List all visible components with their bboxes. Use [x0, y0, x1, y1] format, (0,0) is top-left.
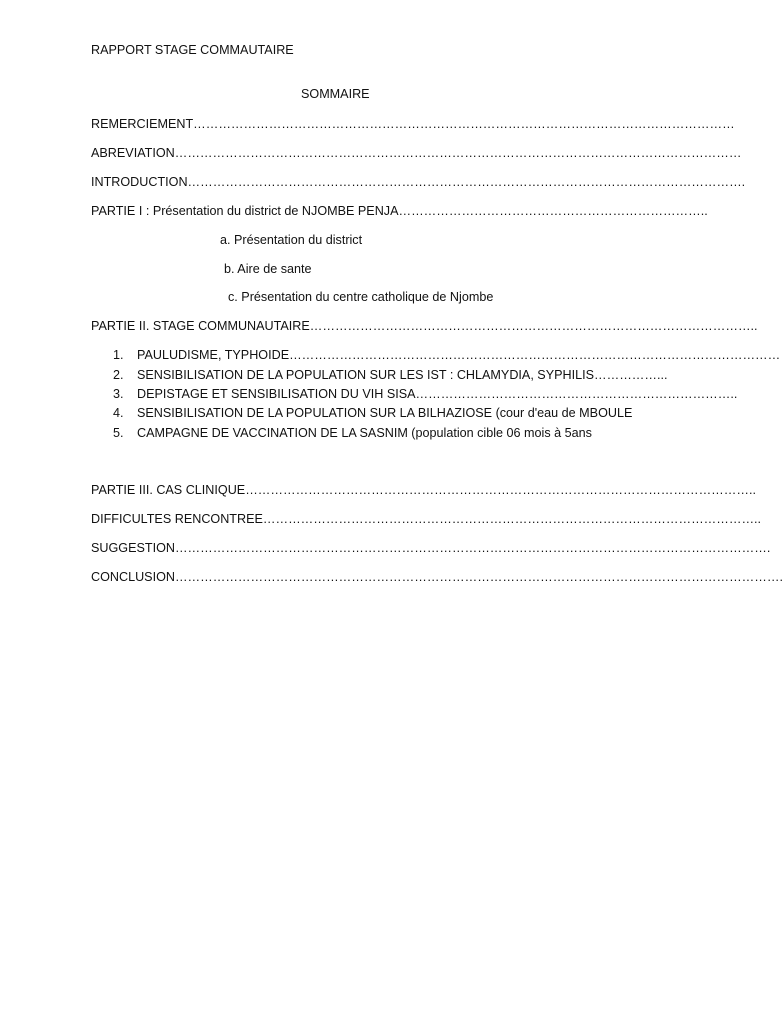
toc-entry-partie-1: PARTIE I : Présentation du district de NJOMBE PENJA……………………………………………………………….. [91, 204, 708, 218]
list-item-text: DEPISTAGE ET SENSIBILISATION DU VIH SISA………………………………………………………………….. [137, 387, 738, 401]
list-item-text: SENSIBILISATION DE LA POPULATION SUR LA BILHAZIOSE (cour d'eau de MBOULE [137, 406, 633, 420]
toc-entry-remerciement: REMERCIEMENT………………………………………………………………………………………………………………… [91, 117, 735, 131]
page-title: SOMMAIRE [301, 87, 370, 101]
list-item [113, 386, 738, 402]
toc-entry-partie-3: PARTIE III. CAS CLINIQUE………………………………………………………………………………………………………….. [91, 483, 756, 497]
list-item [113, 425, 653, 441]
list-item [113, 347, 781, 363]
list-item-text: SENSIBILISATION DE LA POPULATION SUR LES IST : CHLAMYDIA, SYPHILIS……………... [137, 368, 668, 382]
list-item-text: CAMPAGNE DE VACCINATION DE LA SASNIM (population cible 06 mois à 5ans [137, 426, 592, 440]
list-item [113, 405, 673, 421]
toc-subentry-a: a. Présentation du district [220, 233, 363, 247]
list-item-number: 5. [113, 426, 124, 440]
toc-entry-abreviation: ABREVIATION……………………………………………………………………………………………………………………… [91, 146, 742, 160]
toc-entry-suggestion: SUGGESTION……………………………………………………………………………………………………………………………. [91, 541, 771, 555]
toc-subentry-c: c. Présentation du centre catholique de Njombe [228, 290, 494, 304]
toc-entry-difficultes: DIFFICULTES RENCONTREE……………………………………………………………………………………………………….. [91, 512, 762, 526]
running-header: RAPPORT STAGE COMMAUTAIRE [91, 43, 294, 57]
list-item-number: 4. [113, 406, 124, 420]
toc-entry-partie-2: PARTIE II. STAGE COMMUNAUTAIRE…………………………………………………………………………………………….. [91, 319, 758, 333]
list-item [113, 367, 668, 383]
toc-subentry-b: b. Aire de sante [224, 262, 312, 276]
list-item-text: PAULUDISME, TYPHOIDE……………………………………………………………………………………………………… [137, 348, 781, 362]
list-item-number: 1. [113, 348, 124, 362]
toc-entry-introduction: INTRODUCTION……………………………………………………………………………………………………………………. [91, 175, 746, 189]
toc-entry-conclusion: CONCLUSION………………………………………………………………………………………………………………………………. [91, 570, 783, 584]
list-item-number: 3. [113, 387, 124, 401]
list-item-number: 2. [113, 368, 124, 382]
